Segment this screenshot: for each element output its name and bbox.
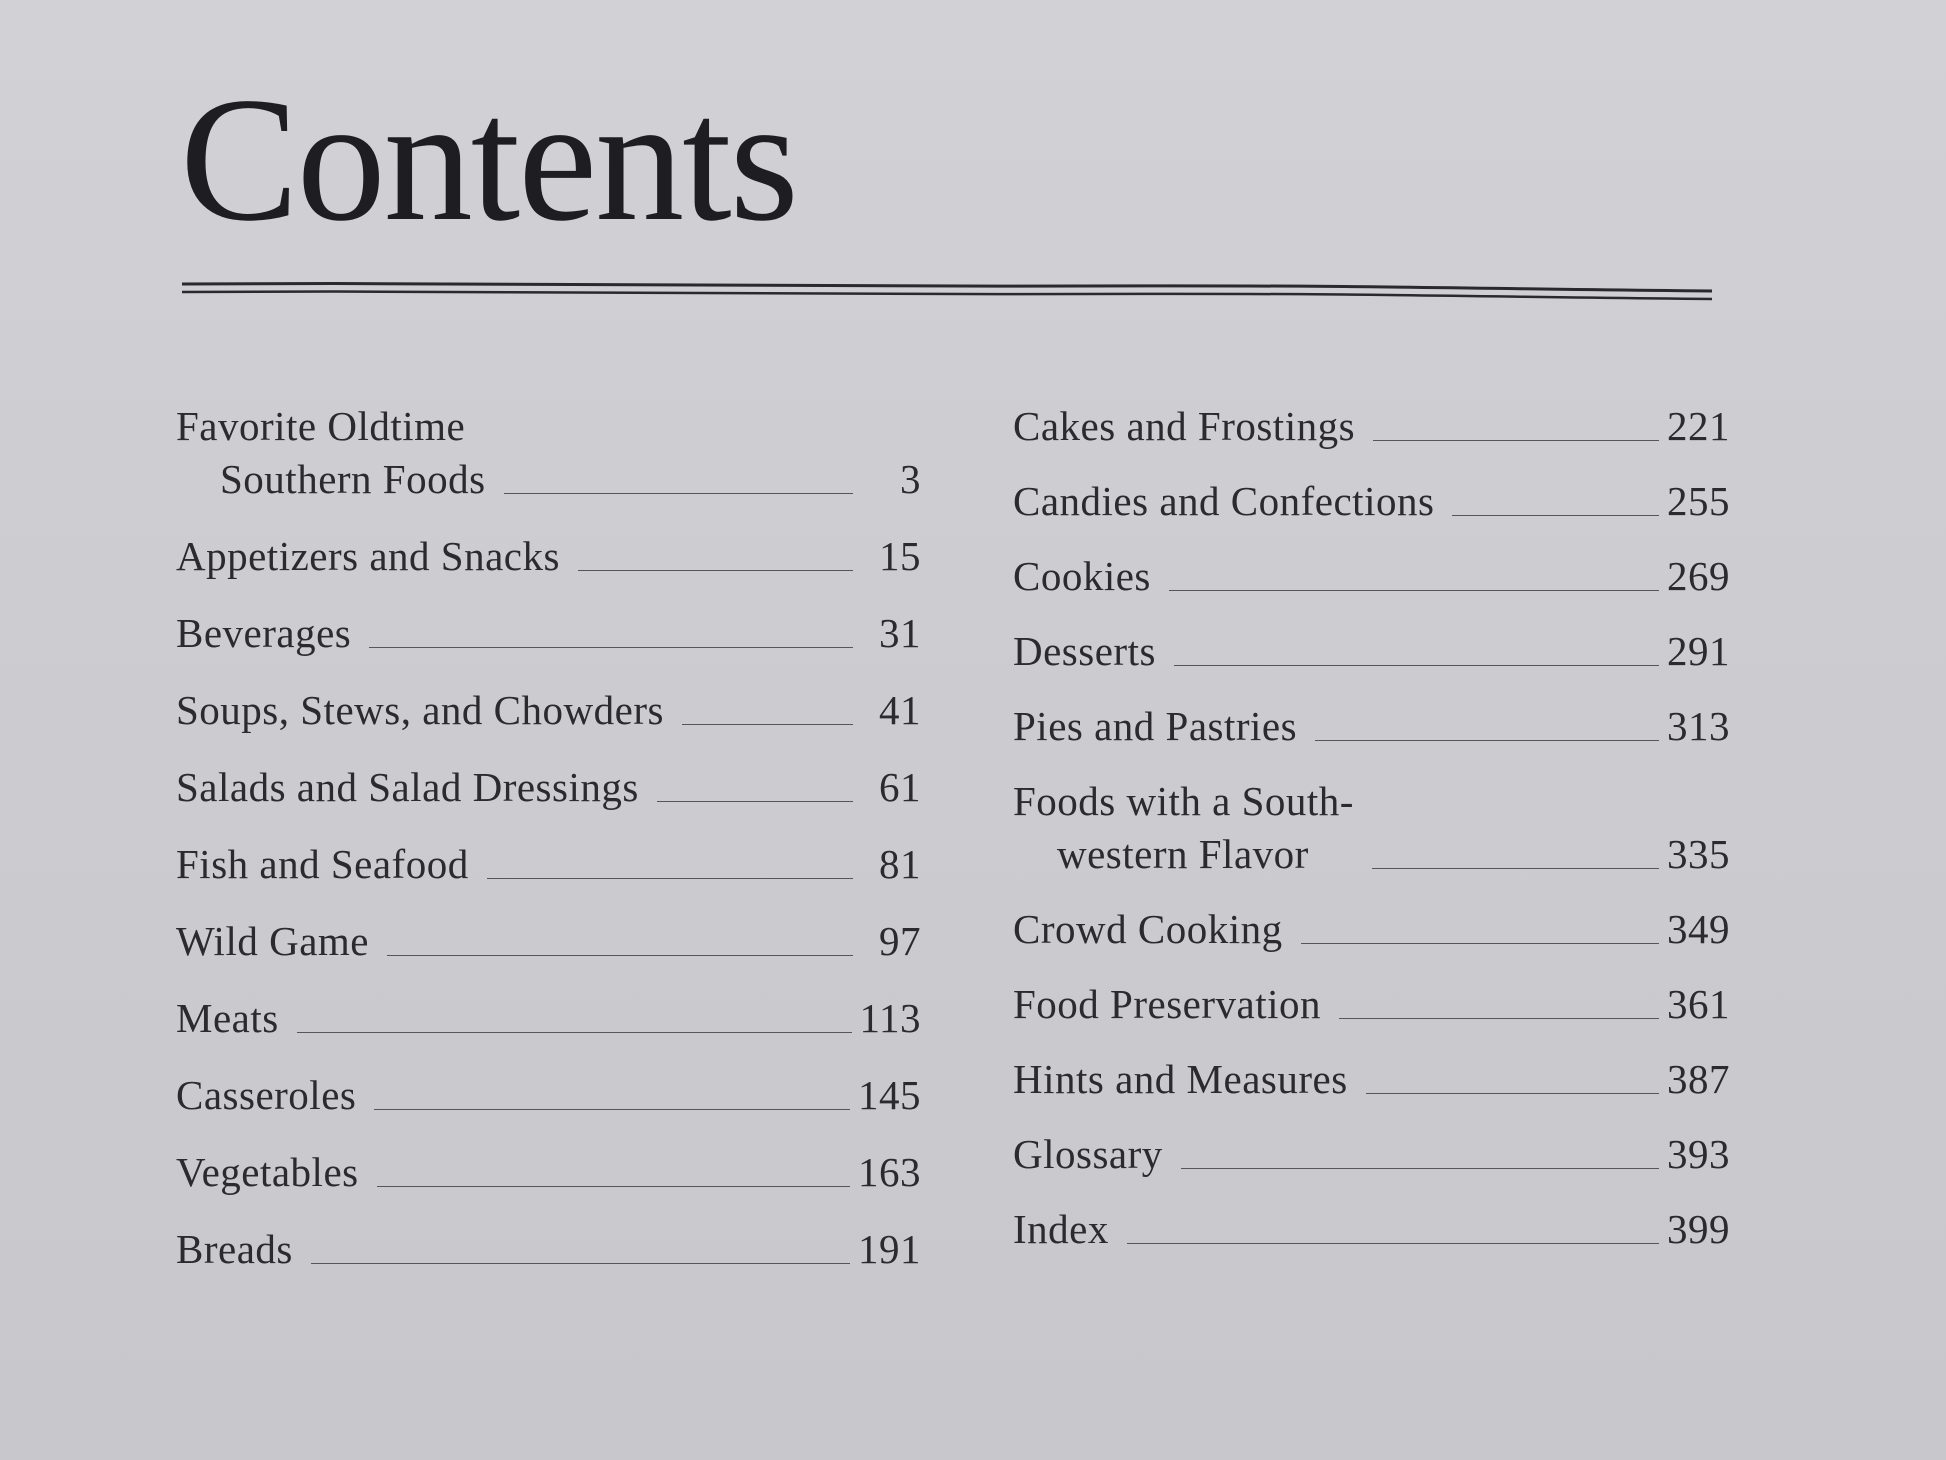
toc-entry-label-line1: Favorite Oldtime (176, 403, 466, 449)
dot-leader (1127, 1243, 1659, 1244)
toc-entry-label: Breads (176, 1226, 293, 1272)
dot-leader (1339, 1018, 1659, 1019)
toc-entry-page: 349 (1667, 906, 1730, 952)
dot-leader (487, 878, 853, 879)
toc-entry-page: 387 (1667, 1056, 1730, 1102)
toc-entry[interactable] (176, 530, 921, 583)
dot-leader (1315, 740, 1659, 741)
toc-entry[interactable] (176, 607, 921, 660)
toc-entry-page: 31 (879, 610, 921, 656)
toc-entry-label: Glossary (1013, 1131, 1163, 1177)
toc-entry[interactable] (176, 761, 921, 814)
toc-entry[interactable] (1013, 475, 1730, 528)
toc-entry-label: Pies and Pastries (1013, 703, 1298, 749)
toc-entry[interactable] (1013, 978, 1730, 1031)
toc-entry-page: 255 (1667, 478, 1730, 524)
toc-entry[interactable] (1013, 550, 1730, 603)
dot-leader (369, 647, 853, 648)
toc-entry[interactable] (176, 915, 921, 968)
page-title: Contents (180, 60, 797, 258)
toc-entry[interactable] (176, 1146, 921, 1199)
toc-entry-label: Food Preservation (1013, 981, 1321, 1027)
toc-entry-label-line1: Foods with a South- (1013, 778, 1354, 824)
toc-entry-label: Beverages (176, 610, 352, 656)
toc-entry-page: 97 (879, 918, 921, 964)
toc-entry-label: Casseroles (176, 1072, 357, 1118)
toc-entry[interactable] (176, 992, 921, 1045)
toc-entry[interactable] (1013, 700, 1730, 753)
toc-entry-page: 163 (858, 1149, 921, 1195)
title-double-rule (182, 278, 1712, 308)
dot-leader (578, 570, 853, 571)
toc-entry-page: 41 (879, 687, 921, 733)
toc-entry-label: Hints and Measures (1013, 1056, 1348, 1102)
dot-leader (1301, 943, 1659, 944)
toc-entry[interactable] (176, 400, 921, 506)
toc-entry-page: 269 (1667, 553, 1730, 599)
toc-entry[interactable] (1013, 903, 1730, 956)
dot-leader (1174, 665, 1659, 666)
toc-entry-label: Crowd Cooking (1013, 906, 1283, 952)
toc-entry-label: Wild Game (176, 918, 369, 964)
toc-entry-label: Desserts (1013, 628, 1156, 674)
toc-entry-label: Vegetables (176, 1149, 359, 1195)
toc-entry-page: 61 (879, 764, 921, 810)
dot-leader (1452, 515, 1659, 516)
toc-entry-page: 291 (1667, 628, 1730, 674)
toc-entry-label: Cakes and Frostings (1013, 403, 1356, 449)
toc-entry[interactable] (1013, 1053, 1730, 1106)
toc-entry-page: 399 (1667, 1206, 1730, 1252)
dot-leader (311, 1263, 850, 1264)
toc-entry-page: 393 (1667, 1131, 1730, 1177)
toc-entry[interactable] (176, 838, 921, 891)
toc-entry[interactable] (1013, 1203, 1730, 1256)
dot-leader (682, 724, 853, 725)
toc-entry-label: Meats (176, 995, 279, 1041)
toc-entry-label-line2: western Flavor (1057, 831, 1309, 877)
dot-leader (504, 493, 853, 494)
dot-leader (387, 955, 853, 956)
dot-leader (297, 1032, 852, 1033)
toc-entry[interactable] (176, 684, 921, 737)
toc-entry-page: 313 (1667, 703, 1730, 749)
toc-entry[interactable] (1013, 400, 1730, 453)
toc-entry[interactable] (1013, 1128, 1730, 1181)
toc-entry-page: 145 (858, 1072, 921, 1118)
dot-leader (1169, 590, 1659, 591)
toc-entry-label: Candies and Confections (1013, 478, 1435, 524)
toc-entry-label: Index (1013, 1206, 1109, 1252)
toc-entry-page: 113 (859, 995, 921, 1041)
toc-entry-page: 361 (1667, 981, 1730, 1027)
toc-entry[interactable] (1013, 625, 1730, 678)
toc-entry-label: Cookies (1013, 553, 1151, 599)
dot-leader (1181, 1168, 1659, 1169)
dot-leader (1373, 440, 1659, 441)
toc-entry[interactable] (1013, 775, 1730, 881)
dot-leader (377, 1186, 850, 1187)
dot-leader (1372, 868, 1659, 869)
dot-leader (657, 801, 853, 802)
toc-entry-page: 15 (879, 533, 921, 579)
toc-entry[interactable] (176, 1069, 921, 1122)
toc-right-column (1013, 400, 1730, 1278)
toc-entry-page: 191 (858, 1226, 921, 1272)
dot-leader (374, 1109, 850, 1110)
dot-leader (1366, 1093, 1659, 1094)
toc-entry-label: Appetizers and Snacks (176, 533, 560, 579)
toc-entry-label: Soups, Stews, and Chowders (176, 687, 664, 733)
toc-left-column (176, 400, 921, 1300)
toc-entry[interactable] (176, 1223, 921, 1276)
toc-entry-page: 221 (1667, 403, 1730, 449)
toc-entry-label: Fish and Seafood (176, 841, 469, 887)
toc-entry-page: 81 (879, 841, 921, 887)
toc-entry-label: Salads and Salad Dressings (176, 764, 639, 810)
toc-entry-label-line2: Southern Foods (220, 456, 486, 502)
toc-entry-page: 3 (900, 456, 921, 502)
toc-entry-page: 335 (1667, 831, 1730, 877)
